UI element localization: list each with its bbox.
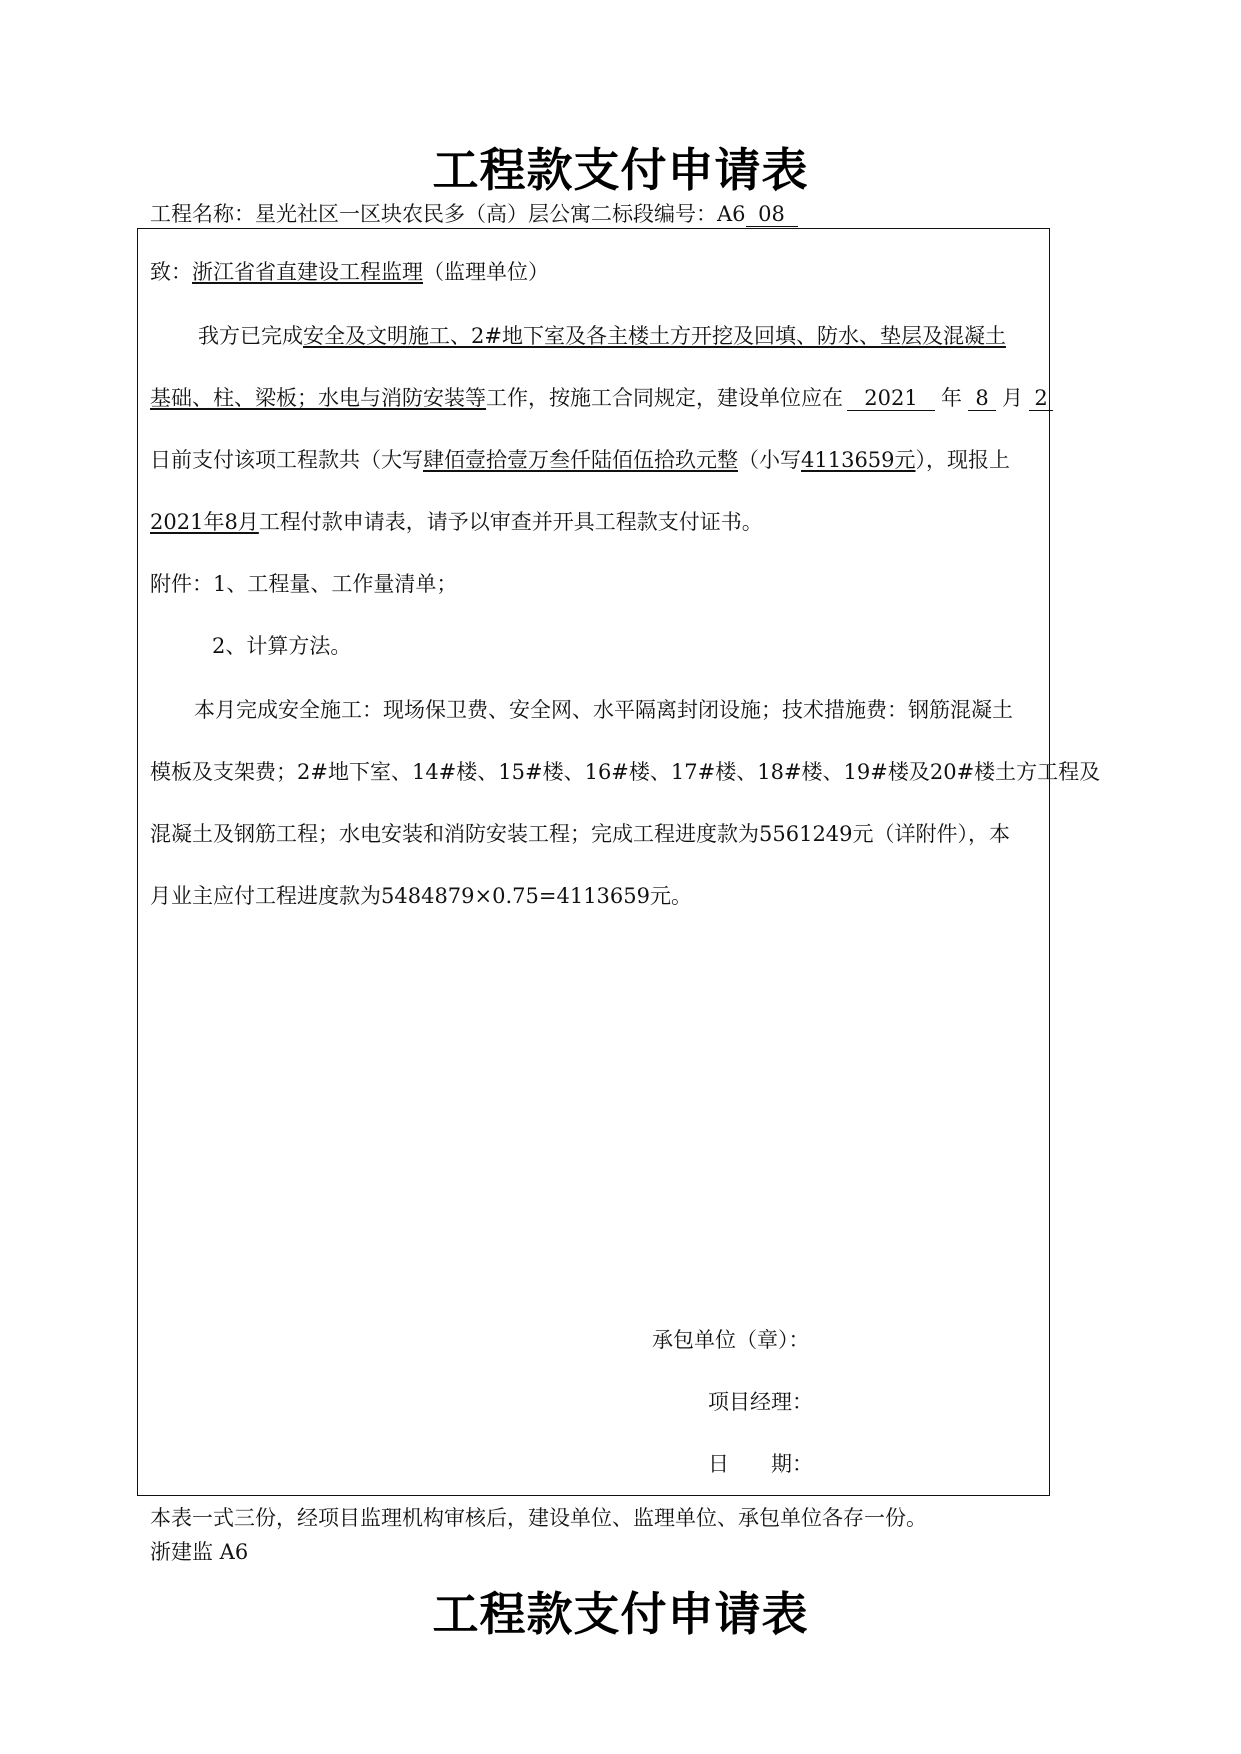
amount-lowercase: 4113659元 bbox=[801, 448, 916, 472]
project-header bbox=[150, 198, 798, 228]
pay-day: 2 bbox=[1029, 387, 1053, 411]
page-title: 工程款支付申请表 bbox=[432, 143, 809, 197]
code-label: 编号： bbox=[654, 202, 717, 226]
paragraph-line-4 bbox=[150, 506, 763, 536]
paragraph-line-3 bbox=[150, 444, 1010, 474]
year-unit: 年 bbox=[941, 386, 962, 410]
p1-text-d: （小写 bbox=[738, 448, 801, 472]
attachment-line-2: 2、计算方法。 bbox=[212, 634, 352, 658]
project-label: 工程名称： bbox=[150, 202, 255, 226]
month-unit: 月 bbox=[1002, 386, 1023, 410]
contractor-seal-label: 承包单位（章）： bbox=[652, 1328, 810, 1352]
to-suffix: （监理单位） bbox=[423, 260, 549, 284]
description-line-4: 月业主应付工程进度款为5484879×0.75=4113659元。 bbox=[150, 884, 692, 908]
p1-text-a: 我方已完成 bbox=[198, 324, 303, 348]
footer-note: 本表一式三份，经项目监理机构审核后，建设单位、监理单位、承包单位各存一份。 bbox=[150, 1506, 927, 1530]
repeated-page-title: 工程款支付申请表 bbox=[432, 1587, 809, 1641]
p1-text-e: ），现报上 bbox=[915, 448, 1011, 472]
attachment-line-1: 附件：1、工程量、工作量清单； bbox=[150, 572, 458, 596]
p1-text-f: 工程付款申请表，请予以审查并开具工程款支付证书。 bbox=[258, 510, 763, 534]
project-name: 星光社区一区块农民多（高）层公寓二标段 bbox=[255, 202, 654, 226]
project-manager-label: 项目经理： bbox=[708, 1390, 813, 1414]
application-form-box bbox=[137, 228, 1050, 1496]
paragraph-line-1 bbox=[198, 320, 1006, 350]
to-prefix: 致： bbox=[150, 260, 192, 284]
code-prefix: A6 bbox=[717, 202, 746, 226]
p1-text-c: 日前支付该项工程款共（大写 bbox=[150, 448, 423, 472]
completed-work-1: 安全及文明施工、2#地下室及各主楼土方开挖及回填、防水、垫层及混凝土 bbox=[303, 324, 1006, 348]
description-line-3: 混凝土及钢筋工程；水电安装和消防安装工程；完成工程进度款为5561249元（详附件），本 bbox=[150, 822, 1011, 846]
p1-text-b: 工作，按施工合同规定，建设单位应在 bbox=[486, 386, 843, 410]
description-line-1: 本月完成安全施工：现场保卫费、安全网、水平隔离封闭设施；技术措施费：钢筋混凝土 bbox=[194, 698, 1013, 722]
description-line-2: 模板及支架费；2#地下室、14#楼、15#楼、16#楼、17#楼、18#楼、19#楼及20#楼土方工程及 bbox=[150, 760, 1101, 784]
date-label: 日 期： bbox=[708, 1452, 813, 1476]
amount-uppercase: 肆佰壹拾壹万叁仟陆佰伍拾玖元整 bbox=[423, 448, 738, 472]
supervisor-org: 浙江省省直建设工程监理 bbox=[192, 260, 423, 284]
code-number: 08 bbox=[746, 203, 798, 227]
completed-work-2: 基础、柱、梁板；水电与消防安装等 bbox=[150, 386, 486, 410]
pay-month: 8 bbox=[968, 387, 996, 411]
form-code: 浙建监 A6 bbox=[150, 1540, 249, 1564]
pay-year: 2021 bbox=[847, 387, 935, 411]
payment-period: 2021年8月 bbox=[150, 510, 259, 534]
addressee-line bbox=[150, 256, 549, 286]
paragraph-line-2 bbox=[150, 382, 1048, 412]
